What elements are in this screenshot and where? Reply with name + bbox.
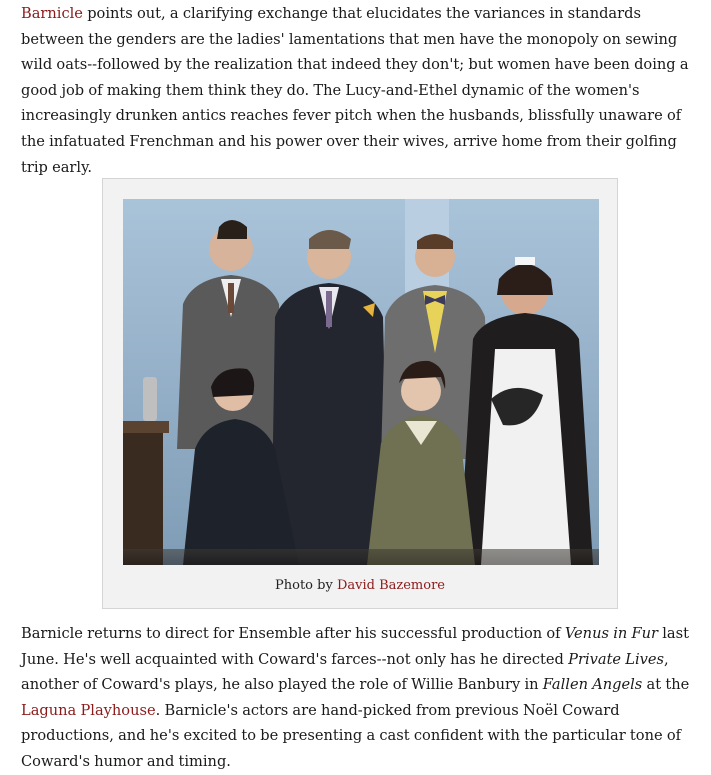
paragraph-bottom-text-3: , another of Coward's plays, he also played the role of Willie Banbury in [21, 650, 669, 694]
paragraph-bottom-text-4: at the [642, 676, 690, 694]
photo-caption [103, 577, 617, 595]
paragraph-top-text: points out, a clarifying exchange that elucidates the variances in standards between the genders are the ladies' lamentations that men have the monopoly on sewing wild oats--followed by the realization that indeed they don't; but women have been doing a good job of making them think they do. The Lucy-and-Ethel dynamic of the women's increasingly drunken antics reaches fever pitch when the husbands, blissfully unaware of the infatuated Frenchman and his power over their wives, arrive home from their golfing trip early. [21, 5, 689, 176]
photographer-link[interactable]: David Bazemore [336, 578, 445, 593]
cast-photo-illustration [123, 199, 599, 565]
paragraph-bottom [0, 621, 711, 775]
laguna-playhouse-link[interactable]: Laguna Playhouse [21, 701, 156, 719]
caption-prefix: Photo by [275, 578, 337, 593]
paragraph-top [0, 1, 711, 180]
photo-figure [102, 178, 618, 609]
paragraph-bottom-text-5: . Barnicle's actors are hand-picked from previous Noël Coward productions, and he's excited to be presenting a cast confident with the particular tone of Coward's humor and timing. [21, 701, 682, 770]
barnicle-link[interactable]: Barnicle [21, 5, 83, 22]
title-fallen-angels: Fallen Angels [542, 676, 643, 694]
paragraph-bottom-text-1: Barnicle returns to direct for Ensemble after his successful production of [21, 625, 565, 642]
title-private-lives: Private Lives [568, 650, 665, 668]
cast-photo [123, 199, 599, 565]
title-venus-in-fur: Venus in Fur [564, 625, 658, 642]
paragraph-bottom-text-2: last June. He's well acquainted with Coward's farces--not only has he directed [21, 625, 689, 668]
